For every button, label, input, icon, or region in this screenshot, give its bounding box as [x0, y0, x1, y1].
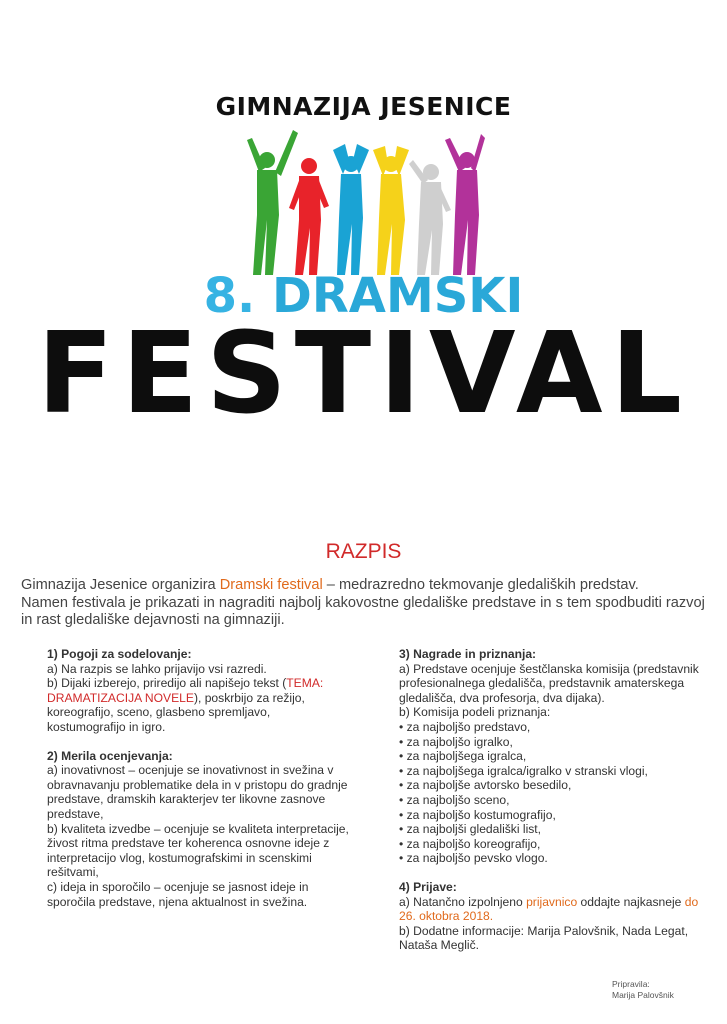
intro-text-part: – medrazredno tekmovanje gledaliških predstav.: [322, 577, 639, 593]
theme-highlight: TEMA: DRAMATIZACIJA NOVELE: [47, 676, 324, 705]
deadline-date: do 26. oktobra 2018.: [399, 894, 699, 924]
school-name: GIMNAZIJA JESENICE: [215, 92, 512, 121]
section-3-a: a) Predstave ocenjuje šestčlanska komisija (predstavnik profesionalnega gledališča, predstavnik amaterskega gledališča, dva profesorja, dva dijaka).: [399, 661, 699, 705]
dancing-figures-illustration: [245, 120, 485, 280]
award-item: • za najboljšo pevsko vlogo.: [399, 851, 548, 866]
section-4-a: [399, 895, 699, 924]
figure-blue: [333, 144, 369, 275]
section-2-a: a) inovativnost – ocenjuje se inovativnost in svežina v obravnavanju problematike dela in v pristopu do gradnje predstave, dramskih karakterjev ter likovne zasnove predstave,: [47, 763, 348, 821]
figure-green: [247, 130, 298, 275]
signature-name: Marija Palovšnik: [612, 990, 674, 1000]
award-item: • za najboljšo kostumografijo,: [399, 807, 556, 822]
award-item: • za najboljšo koreografijo,: [399, 836, 541, 851]
intro-paragraph-2: Namen festivala je prikazati in nagraditi najbolj kakovostne gledališke predstave in s tem spodbuditi razvoj in rast gledališke dejavnosti na gimnaziji.: [21, 594, 705, 628]
section-1-heading: 1) Pogoji za sodelovanje:: [47, 647, 192, 661]
award-item: • za najboljšo sceno,: [399, 792, 510, 807]
intro-text: [21, 577, 711, 630]
section-2-c: c) ideja in sporočilo – ocenjuje se jasnost ideje in sporočila predstave, njena aktualnost in svežina.: [47, 879, 309, 909]
intro-paragraph-1: [21, 577, 711, 595]
award-list: [399, 720, 699, 866]
section-3-b: b) Komisija podeli priznanja:: [399, 705, 551, 720]
section-2-b: b) kvaliteta izvedbe – ocenjuje se kvaliteta interpretacije, živost ritma predstave ter koherenca osnovne ideje z interpretacijo vlog, kostumografskimi in scenskimi rešitvami,: [47, 821, 349, 880]
dramski-word: DRAMSKI: [272, 268, 524, 324]
award-item: • za najboljšo igralko,: [399, 734, 513, 749]
section-1-b: [47, 676, 352, 734]
signature-label: Pripravila:: [612, 979, 650, 989]
festival-main-title: FESTIVAL: [37, 309, 690, 439]
right-column: [399, 647, 699, 953]
section-1-b-text: b) Dijaki izberejo, priredijo ali napišejo tekst (: [47, 676, 287, 691]
award-item: • za najboljši gledališki list,: [399, 822, 542, 837]
section-4-a-text: a) Natančno izpolnjeno: [399, 894, 527, 909]
section-3-heading: 3) Nagrade in priznanja:: [399, 647, 537, 661]
figure-red: [289, 158, 329, 275]
section-1-a: a) Na razpis se lahko prijavijo vsi razredi.: [47, 661, 267, 676]
application-form-link[interactable]: prijavnico: [526, 894, 578, 909]
left-column: [47, 647, 352, 909]
signature: [612, 979, 674, 1001]
figure-yellow: [373, 146, 409, 275]
award-item: • za najboljšega igralca,: [399, 749, 527, 764]
figure-purple: [445, 134, 485, 275]
section-4-b: b) Dodatne informacije: Marija Palovšnik, Nada Legat, Nataša Meglič.: [399, 923, 689, 953]
section-1-b-text: ), poskrbijo za režijo, koreografijo, sceno, glasbeno spremljavo, kostumografijo in igro.: [47, 690, 305, 734]
figure-grey: [409, 160, 451, 275]
intro-text-part: Gimnazija Jesenice organizira: [21, 577, 220, 593]
document-title: RAZPIS: [325, 540, 402, 563]
festival-name-highlight: Dramski festival: [219, 577, 323, 593]
award-item: • za najboljšo predstavo,: [399, 719, 531, 734]
award-item: • za najboljše avtorsko besedilo,: [399, 778, 572, 793]
section-4-heading: 4) Prijave:: [399, 879, 457, 894]
award-item: • za najboljšega igralca/igralko v stranski vlogi,: [399, 763, 648, 778]
section-2-heading: 2) Merila ocenjevanja:: [47, 748, 173, 763]
edition-number: 8.: [203, 268, 256, 324]
section-4-a-text: oddajte najkasneje: [577, 894, 685, 909]
